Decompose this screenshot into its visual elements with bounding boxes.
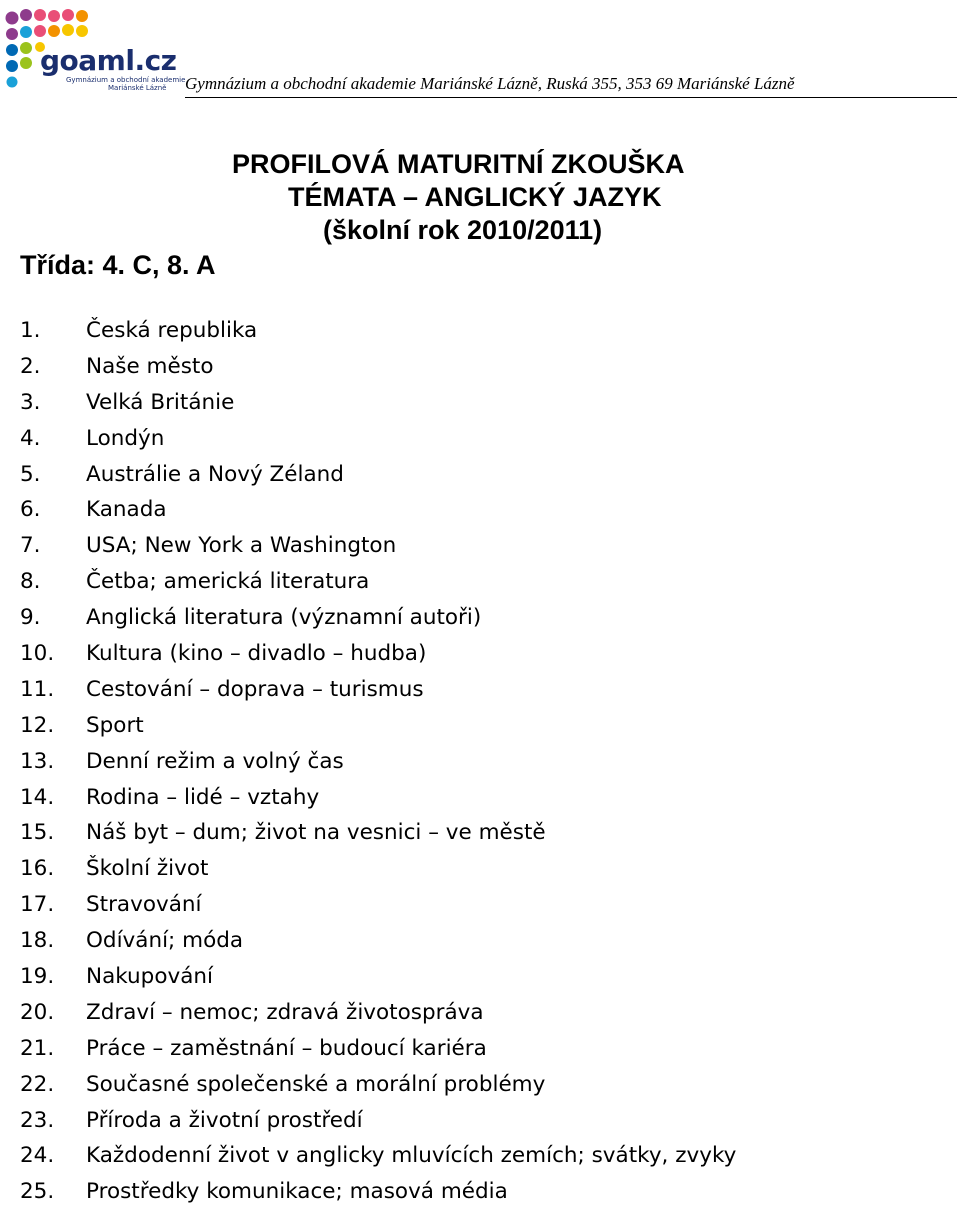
list-item [20,1138,736,1174]
list-item [20,1103,736,1139]
list-item [20,1067,736,1103]
topic-text: Cestování – doprava – turismus [86,676,424,702]
school-address: Gymnázium a obchodní akademie Mariánské Lázně, Ruská 355, 353 69 Mariánské Lázně [185,74,795,93]
list-item [20,600,736,636]
topic-text: Kultura (kino – divadlo – hudba) [86,641,427,667]
topic-text: Náš byt – dum; život na vesnici – ve městě [86,820,546,846]
topic-text: Školní život [86,856,209,882]
title-line-2: TÉMATA – ANGLICKÝ JAZYK [288,182,662,212]
topic-text: Četba; americká literatura [86,569,370,595]
topic-number: 4. [20,425,41,451]
topic-number: 22. [20,1071,55,1097]
topic-number: 2. [20,353,41,379]
topic-text: Sport [86,712,144,738]
topic-number: 8. [20,569,41,595]
topic-text: Naše město [86,353,214,379]
topic-number: 16. [20,856,55,882]
logo-subtitle-line2: Mariánské Lázně [108,84,167,92]
topic-text: Odívání; móda [86,928,244,954]
topic-text: Nakupování [86,964,213,990]
list-item [20,672,736,708]
topic-number: 3. [20,389,41,415]
list-item [20,923,736,959]
title-line-3: (školní rok 2010/2011) [323,215,603,245]
list-item [20,421,736,457]
list-item [20,492,736,528]
school-logo [4,6,186,94]
topic-number: 18. [20,928,55,954]
list-item [20,313,736,349]
list-item [20,1031,736,1067]
topic-number: 23. [20,1107,55,1133]
topic-text: Zdraví – nemoc; zdravá životospráva [86,999,484,1025]
topic-text: Prostředky komunikace; masová média [86,1179,508,1205]
topic-text: Každodenní život v anglicky mluvících zemích; svátky, zvyky [86,1143,737,1169]
topic-text: USA; New York a Washington [86,533,397,559]
topic-text: Příroda a životní prostředí [86,1107,363,1133]
topic-number: 15. [20,820,55,846]
header-divider [185,97,957,98]
logo-subtitle-line1: Gymnázium a obchodní akademie [66,76,186,84]
topic-text: Anglická literatura (významní autoři) [86,605,482,631]
topic-text: Denní režim a volný čas [86,748,344,774]
topic-number: 20. [20,999,55,1025]
list-item [20,636,736,672]
topic-text: Londýn [86,425,165,451]
page-header [0,0,960,100]
topic-number: 6. [20,497,41,523]
topic-number: 21. [20,1035,55,1061]
topic-text: Rodina – lidé – vztahy [86,784,320,810]
topic-text: Kanada [86,497,167,523]
topic-number: 17. [20,892,55,918]
list-item [20,564,736,600]
topic-number: 11. [20,676,55,702]
list-item [20,959,736,995]
topic-text: Velká Británie [86,389,235,415]
topic-number: 12. [20,712,55,738]
class-label: Třída: 4. C, 8. A [20,250,216,280]
list-item [20,528,736,564]
topic-number: 25. [20,1179,55,1205]
list-item [20,815,736,851]
list-item [20,995,736,1031]
topic-number: 1. [20,318,41,343]
topic-number: 19. [20,964,55,990]
topics-list [20,313,736,1210]
logo-wordmark: goaml.cz [40,44,177,77]
list-item [20,780,736,816]
topic-number: 5. [20,461,41,487]
topic-text: Stravování [86,892,202,918]
topic-text: Práce – zaměstnání – budoucí kariéra [86,1035,487,1061]
topic-number: 14. [20,784,55,810]
title-line-1: PROFILOVÁ MATURITNÍ ZKOUŠKA [232,149,685,179]
topic-number: 13. [20,748,55,774]
list-item [20,744,736,780]
list-item [20,708,736,744]
list-item [20,851,736,887]
topic-number: 24. [20,1143,55,1169]
list-item [20,385,736,421]
topic-text: Současné společenské a morální problémy [86,1071,546,1097]
topic-number: 7. [20,533,41,559]
topic-text: Austrálie a Nový Zéland [86,461,344,487]
list-item [20,887,736,923]
topic-number: 9. [20,605,41,631]
list-item [20,349,736,385]
topic-number: 10. [20,641,55,667]
list-item [20,457,736,493]
list-item [20,1174,736,1210]
topic-text: Česká republika [86,318,258,343]
